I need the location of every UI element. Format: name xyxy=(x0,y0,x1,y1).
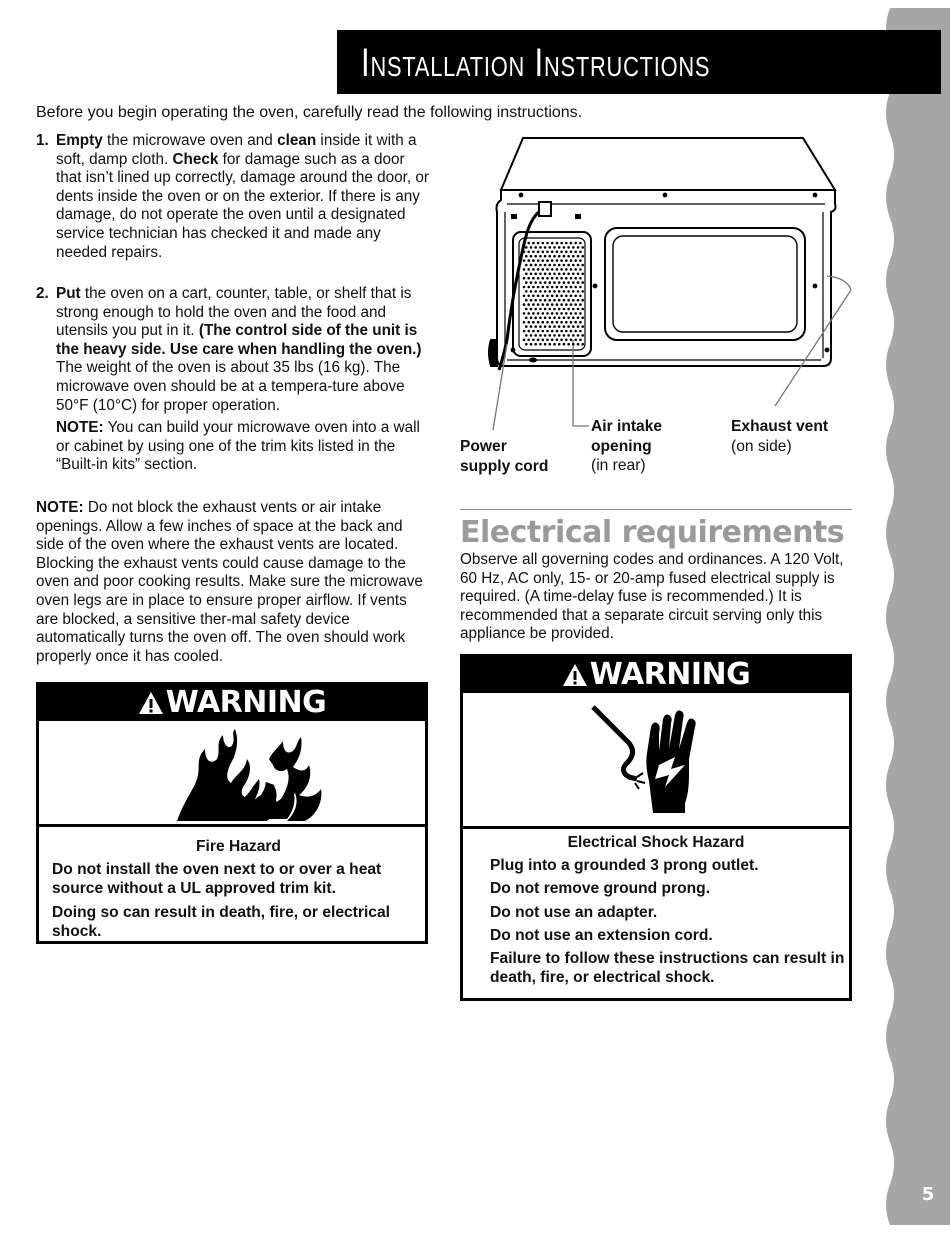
note-text: Do not block the exhaust vents or air intake openings. Allow a few inches of space at the back and side of the oven where the exhaust vents are located. Blocking the exhaust vents could cause damage to the oven and poor cooking results. Make sure the microwave oven legs are in place to ensure proper airflow. If vents are blocked, a sensitive ther-mal safety device automatically turns the oven off. The oven should work properly once it has cooled. xyxy=(36,499,423,665)
intro-text: Before you begin operating the oven, carefully read the following instructions. xyxy=(36,104,583,121)
note-text: You can build your microwave oven into a wall or cabinet by using one of the trim kits listed in the “Built-in kits” section. xyxy=(56,419,420,474)
electrical-shock-hand-icon xyxy=(463,693,849,829)
electrical-shock-warning-box xyxy=(460,654,852,1001)
electrical-shock-pictogram xyxy=(463,693,849,829)
warning-line: Plug into a grounded 3 prong outlet. xyxy=(490,857,759,874)
warning-line: Do not use an adapter. xyxy=(490,903,658,921)
step-note xyxy=(56,419,431,475)
warning-triangle-icon xyxy=(138,691,164,715)
electrical-requirements-text: Observe all governing codes and ordinances. A 120 Volt, 60 Hz, AC only, 15- or 20-amp fused electrical supply is required. (A time-delay fuse is recommended.) It is recommended that a separate circuit serving only this appliance be provided. xyxy=(460,551,844,643)
step-text-segment: The weight of the oven is about 35 lbs (16 kg). The microwave oven should be at a tempera-ture above 50°F (10°C) for proper operation. xyxy=(56,359,405,414)
step-text-segment: clean xyxy=(277,132,317,149)
step-text-segment: Check xyxy=(172,150,219,168)
step-text-segment: the microwave oven and xyxy=(102,132,278,149)
step-text-segment: for damage such as a door that isn’t lined up correctly, damage around the door, or dents inside the oven or on the exterior. If there is any damage, do not operate the oven until a designated service technician has checked it and made any needed repairs. xyxy=(56,150,430,261)
electrical-requirements-title: Electrical requirements xyxy=(460,515,845,550)
step-text-segment: Put xyxy=(56,285,81,302)
step-text xyxy=(56,285,431,415)
fire-warning-box xyxy=(36,682,428,944)
warning-heading: WARNING xyxy=(39,685,425,721)
note-label: NOTE: xyxy=(36,499,84,516)
step-text-segment: (The control side of the unit is the heavy side. Use care when handling the oven.) xyxy=(56,322,422,358)
warning-line: Do not remove ground prong. xyxy=(490,880,711,898)
warning-line: Doing so can result in death, fire, or electrical shock. xyxy=(52,904,390,940)
step-text-segment: the oven on a cart, counter, table, or shelf that is strong enough to hold the oven and the food and utensils you put in it. xyxy=(56,285,412,340)
hazard-caption: Fire Hazard xyxy=(196,838,281,855)
exhaust-vent-label: Exhaust vent (on side) xyxy=(731,418,829,455)
page-number: 5 xyxy=(921,1184,935,1205)
step-text-segment: Empty xyxy=(56,132,103,149)
step-body xyxy=(56,285,431,475)
section-divider xyxy=(460,509,852,510)
warning-line: Do not install the oven next to or over a heat source without a UL approved trim kit. xyxy=(52,861,382,897)
page-title: Installation Instructions xyxy=(361,41,711,85)
power-supply-cord-label: Power supply cord xyxy=(460,438,549,475)
step-body xyxy=(56,132,431,262)
warning-heading: WARNING xyxy=(463,657,849,693)
fire-warning-text xyxy=(39,827,425,941)
warning-triangle-icon xyxy=(562,663,588,687)
step-2 xyxy=(36,285,431,475)
step-number: 2. xyxy=(36,285,49,302)
oven-rear-illustration xyxy=(455,130,865,450)
warning-line: Do not use an extension cord. xyxy=(490,926,713,944)
warning-line: Failure to follow these instructions can result in death, fire, or electrical shock. xyxy=(490,950,845,987)
note-label: NOTE: xyxy=(56,419,104,437)
shock-warning-text xyxy=(463,829,849,987)
fire-pictogram xyxy=(39,721,425,827)
page-title-banner xyxy=(337,30,941,94)
step-1 xyxy=(36,132,431,262)
airflow-note xyxy=(36,499,431,666)
side-tab-decoration xyxy=(880,0,950,1241)
fire-icon xyxy=(39,721,425,827)
hazard-caption: Electrical Shock Hazard xyxy=(567,834,745,851)
step-number: 1. xyxy=(36,132,49,149)
step-text-segment: inside it with a soft, damp cloth. xyxy=(56,132,417,168)
air-intake-label: Air intake opening (in rear) xyxy=(591,418,663,474)
